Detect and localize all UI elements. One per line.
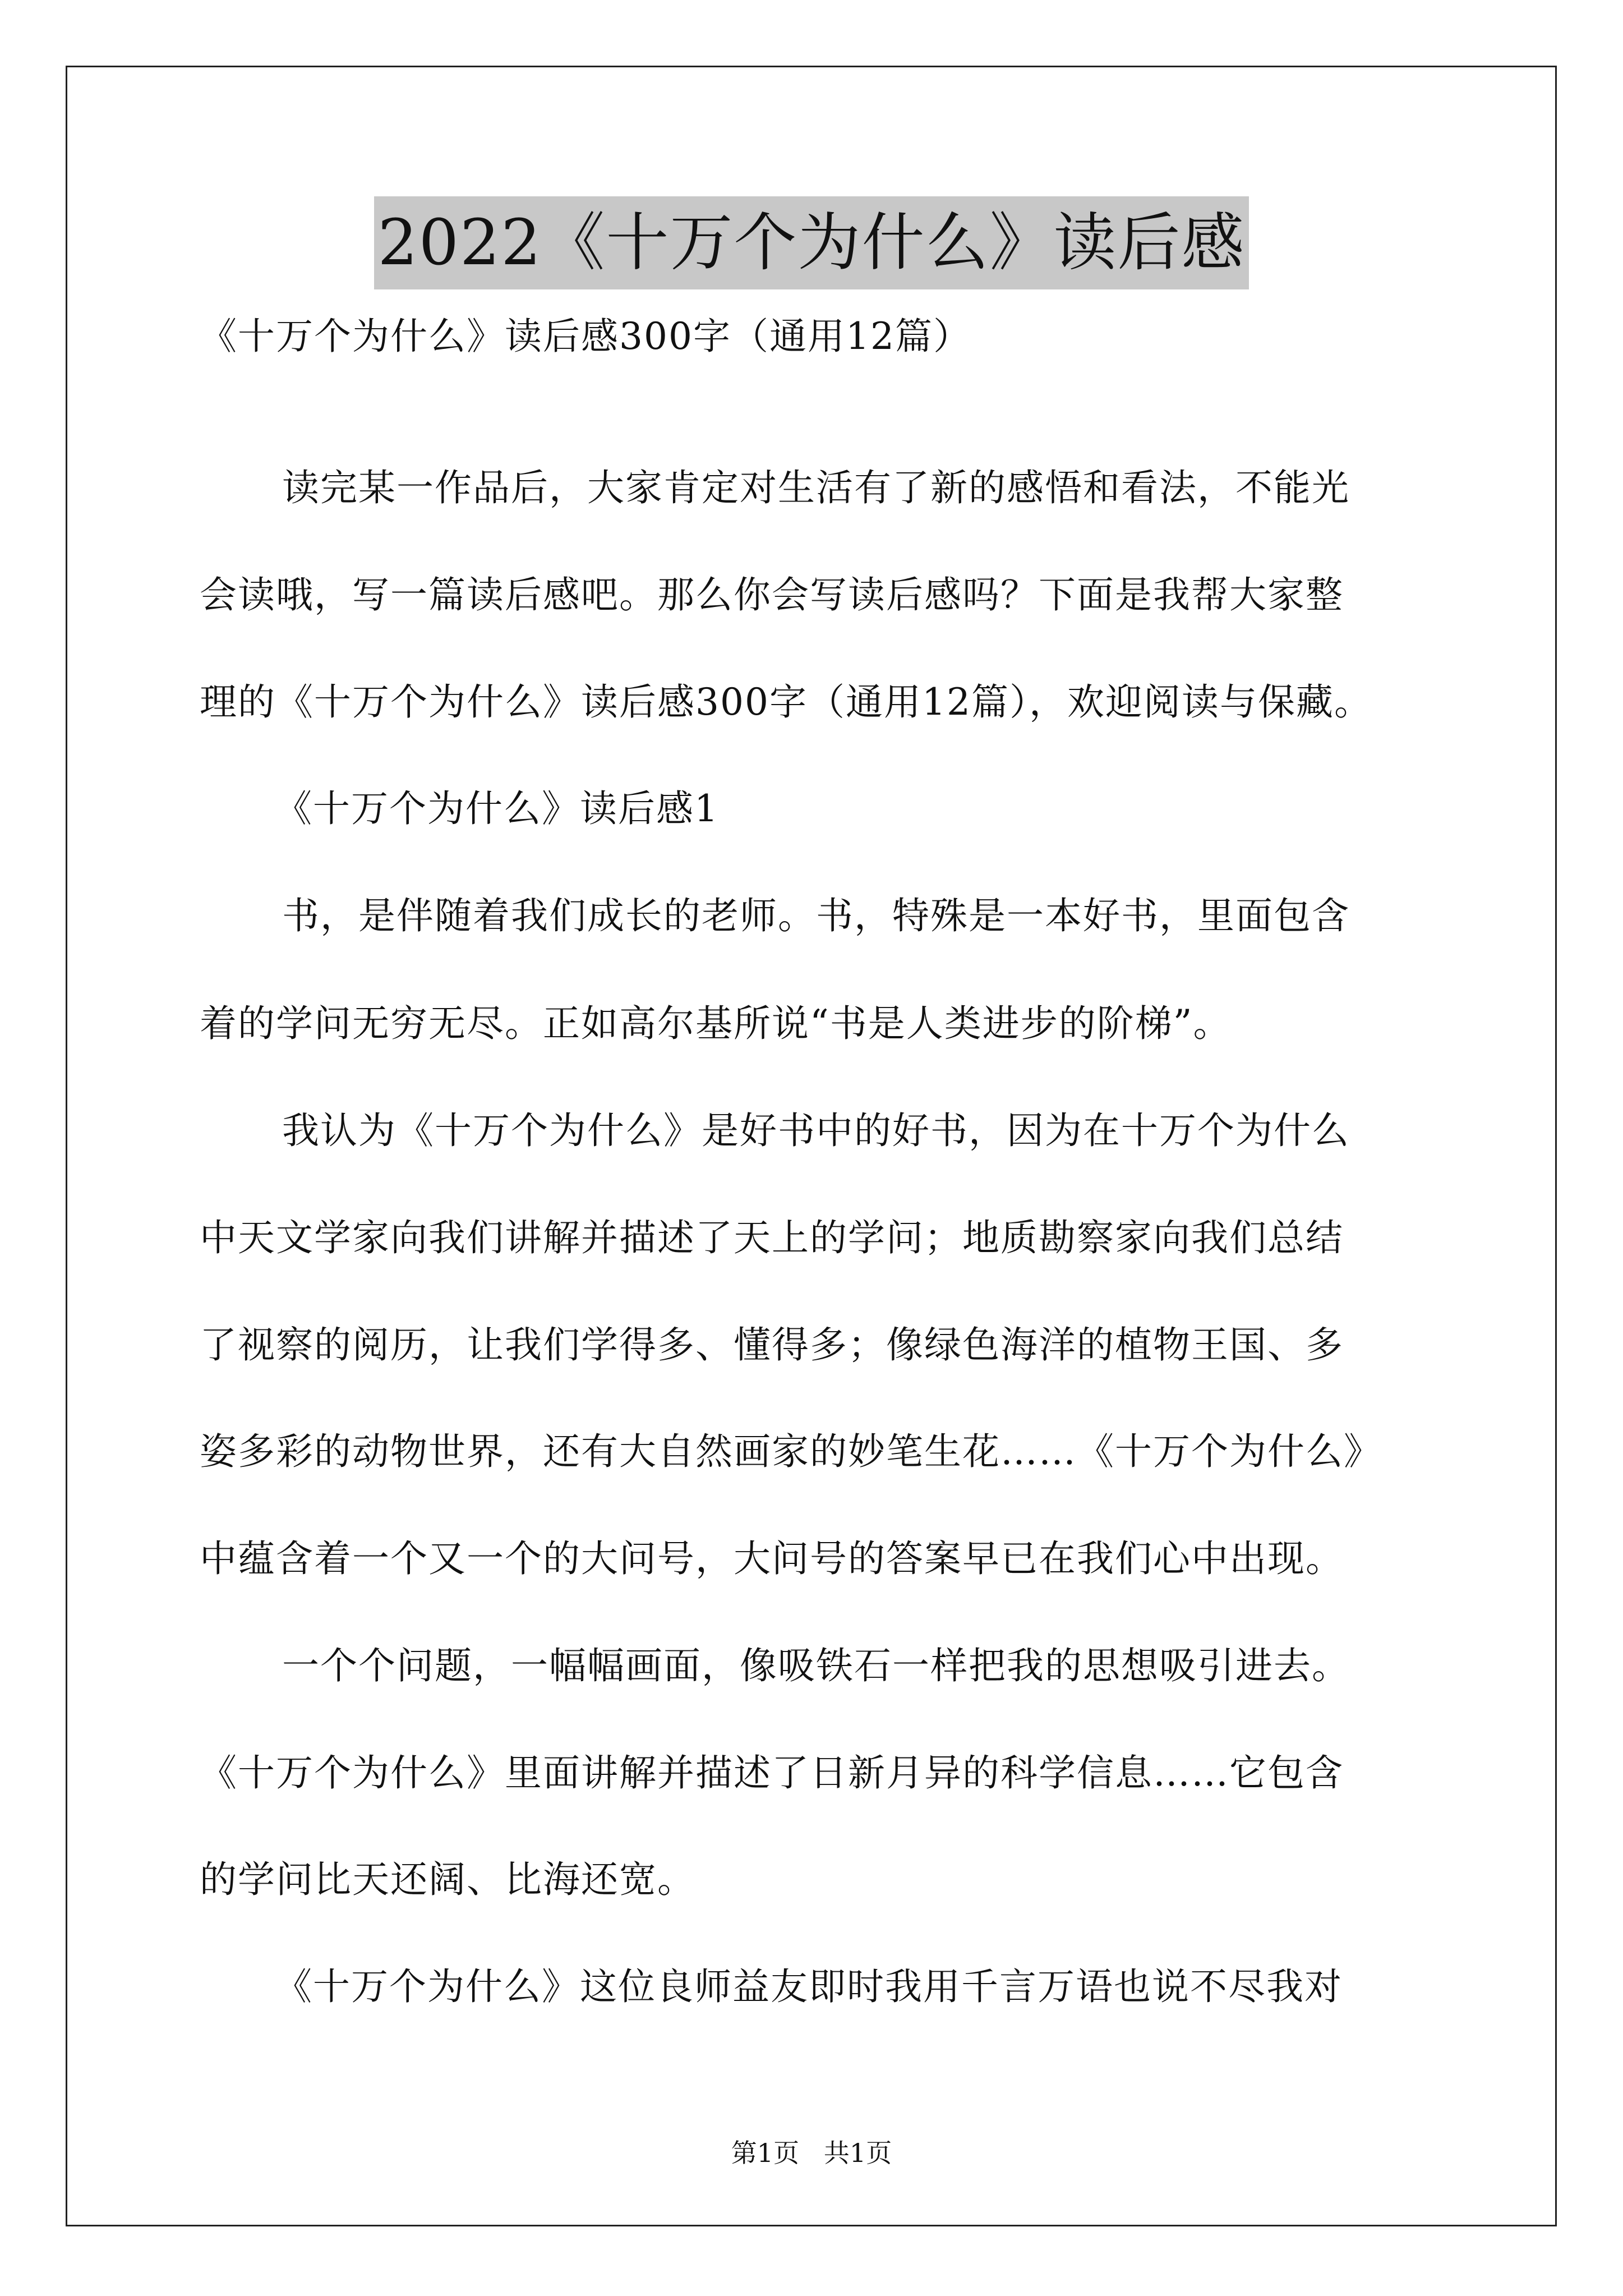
section-heading: 《十万个为什么》读后感1: [275, 787, 719, 830]
title-container: [0, 196, 1623, 289]
paragraph-line: 中蕴含着一个又一个的大问号，大问号的答案早已在我们心中出现。: [200, 1537, 1344, 1580]
paragraph-line: 了视察的阅历，让我们学得多、懂得多；像绿色海洋的植物王国、多: [200, 1323, 1344, 1366]
paragraph-line: 书，是伴随着我们成长的老师。书，特殊是一本好书，里面包含: [282, 894, 1350, 937]
paragraph-line: 着的学问无穷无尽。正如高尔基所说“书是人类进步的阶梯”。: [200, 1002, 1232, 1045]
paragraph-line: 会读哦，写一篇读后感吧。那么你会写读后感吗？下面是我帮大家整: [200, 573, 1344, 616]
document-subtitle: 《十万个为什么》读后感300字（通用12篇）: [200, 315, 971, 358]
paragraph-line: 读完某一作品后，大家肯定对生活有了新的感悟和看法，不能光: [282, 466, 1350, 509]
paragraph-line: 的学问比天还阔、比海还宽。: [200, 1858, 695, 1901]
page-footer: 第1页 共1页: [731, 2138, 892, 2168]
paragraph-line: 理的《十万个为什么》读后感300字（通用12篇），欢迎阅读与保藏。: [200, 680, 1372, 724]
paragraph-line: 《十万个为什么》这位良师益友即时我用千言万语也说不尽我对: [275, 1965, 1343, 2008]
paragraph-line: 一个个问题，一幅幅画面，像吸铁石一样把我的思想吸引进去。: [282, 1644, 1350, 1687]
paragraph-line: 姿多彩的动物世界，还有大自然画家的妙笔生花……《十万个为什么》: [200, 1430, 1382, 1473]
document-title: 2022《十万个为什么》读后感: [374, 196, 1248, 289]
paragraph-line: 中天文学家向我们讲解并描述了天上的学问；地质勘察家向我们总结: [200, 1216, 1344, 1259]
paragraph-line: 我认为《十万个为什么》是好书中的好书，因为在十万个为什么: [282, 1109, 1350, 1152]
paragraph-line: 《十万个为什么》里面讲解并描述了日新月异的科学信息……它包含: [200, 1751, 1344, 1795]
